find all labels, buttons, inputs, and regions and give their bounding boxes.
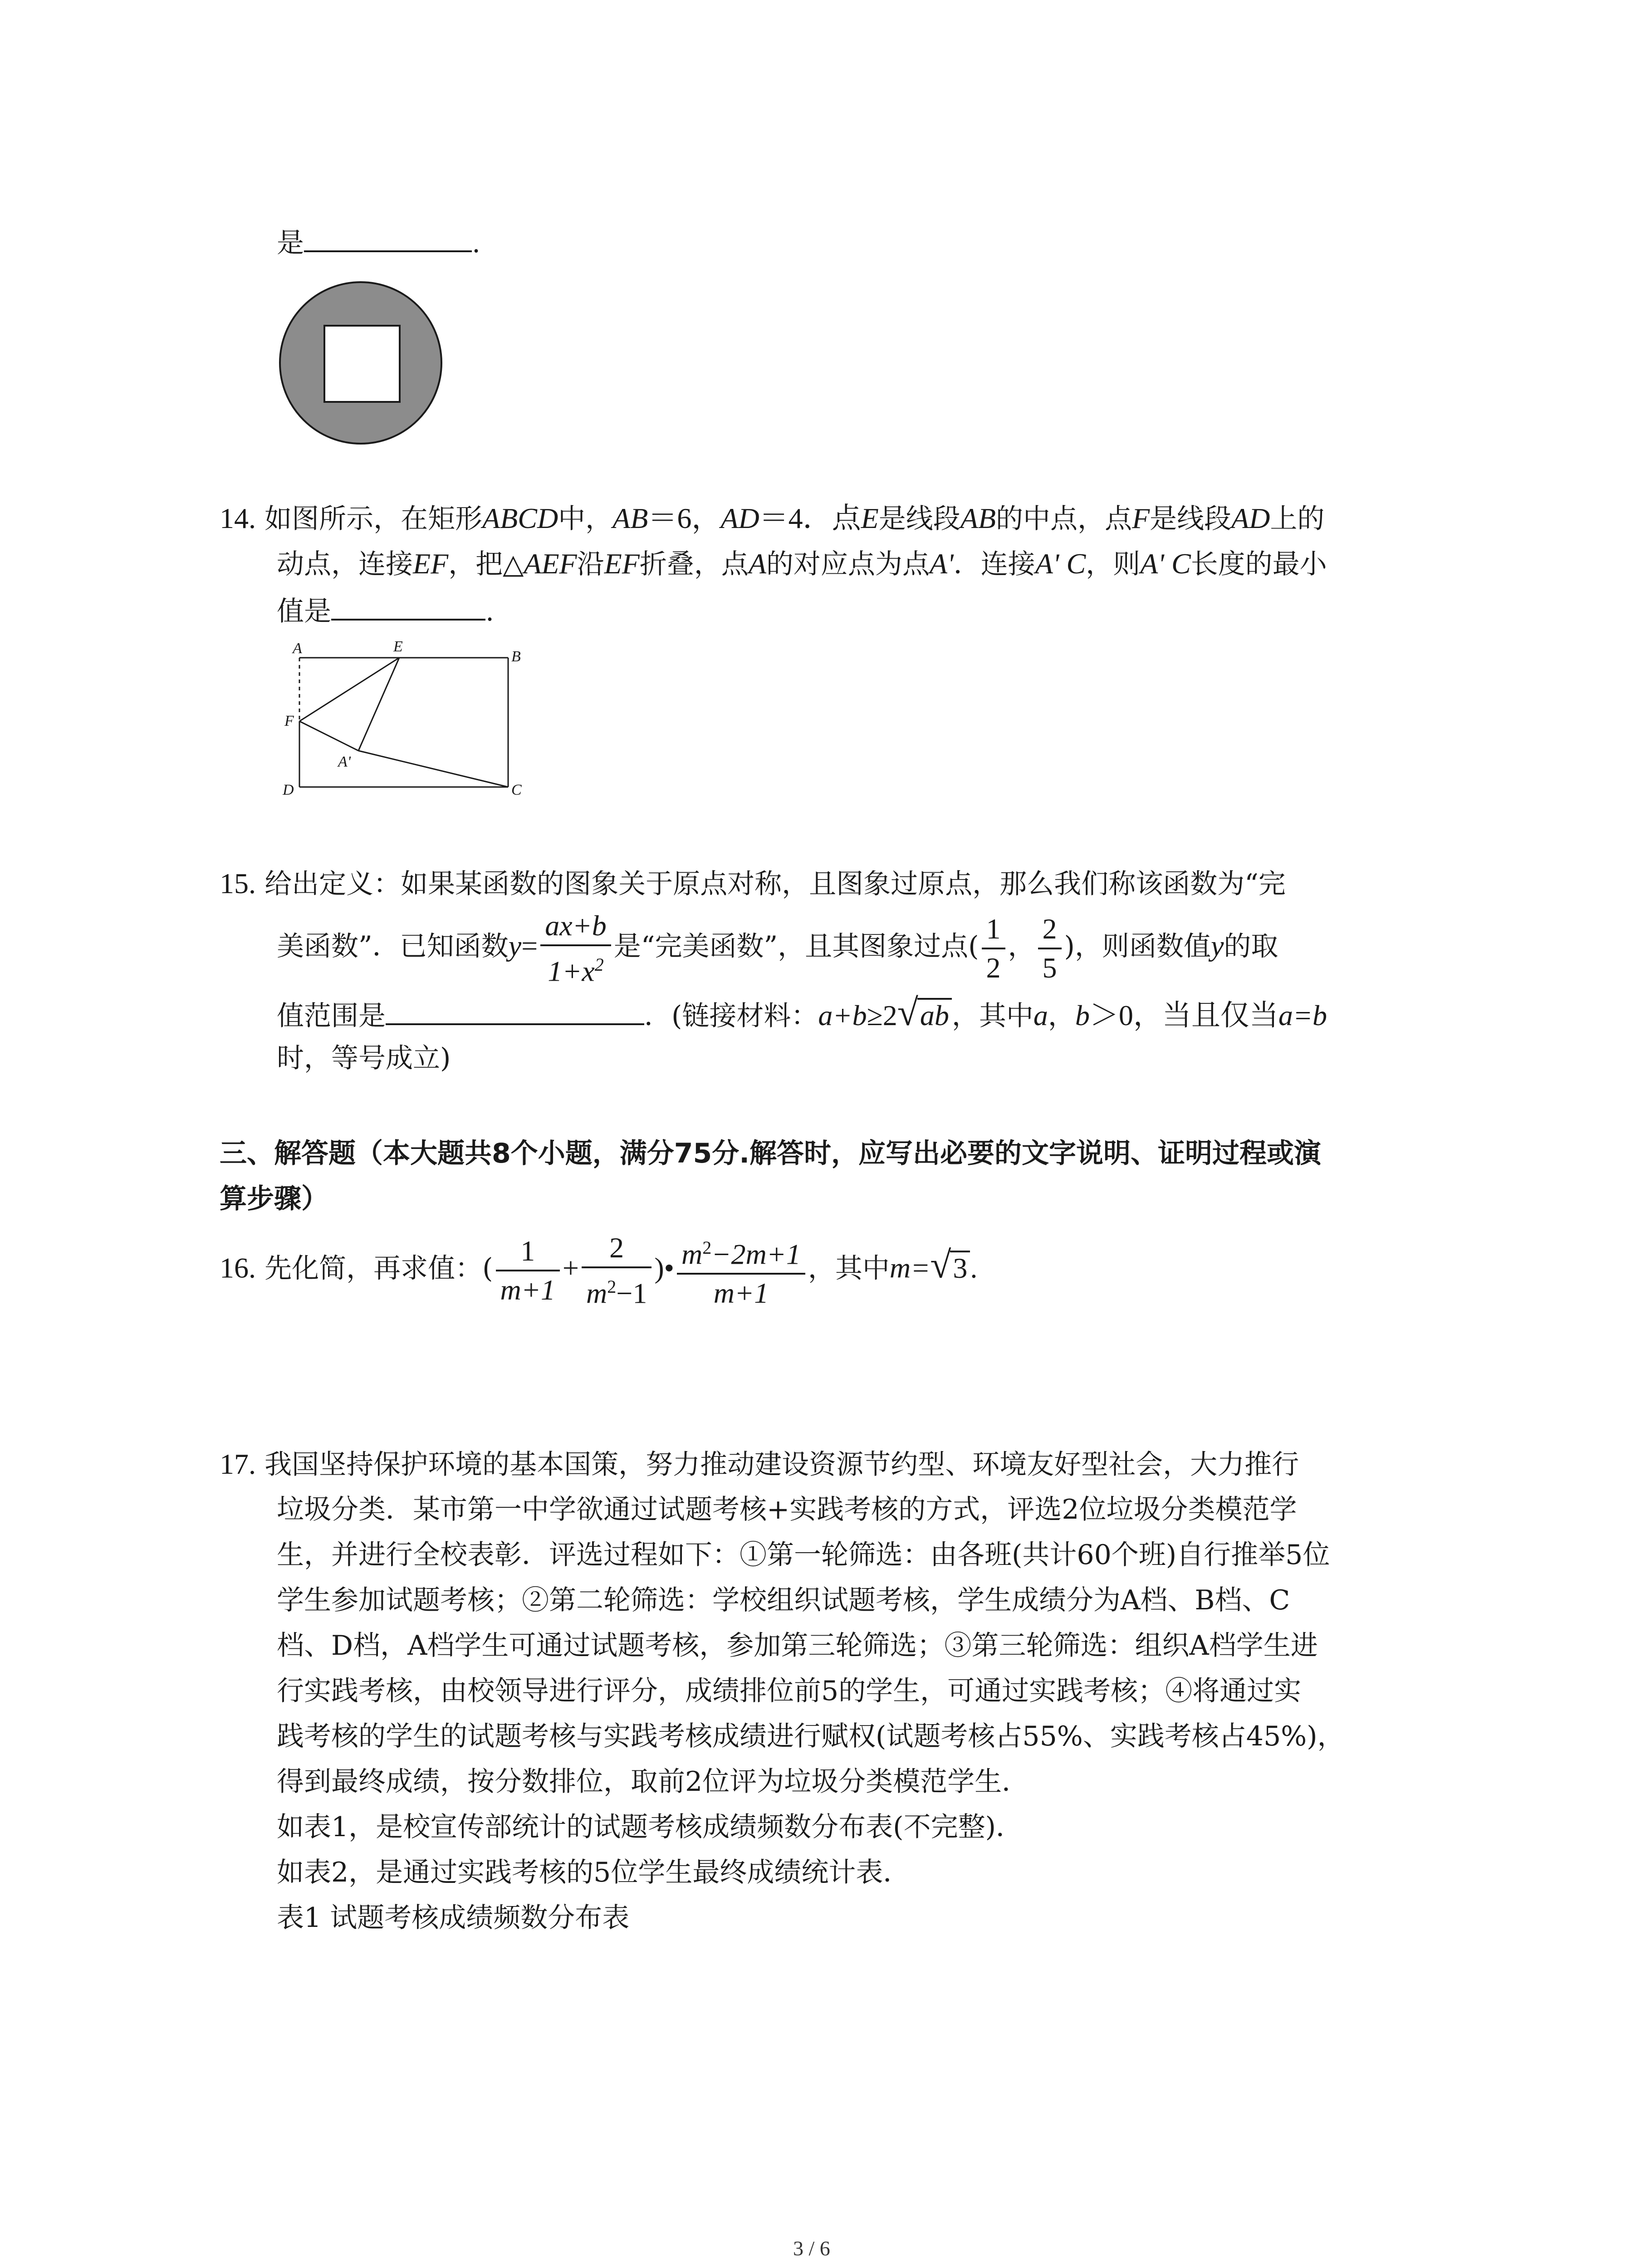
q14-text: 沿 [577, 548, 604, 580]
q14-var: AD [1231, 502, 1270, 534]
q17-text: 档、D档，A档学生可通过试题考核，参加第三轮筛选；③第三轮筛选：组织A档学生进 [277, 1630, 1318, 1662]
fraction-denominator [540, 946, 611, 990]
q15-text: 时，等号成立) [277, 1042, 451, 1074]
q17-line-7 [277, 1717, 1345, 1756]
q15-text: 的取 [1224, 930, 1279, 963]
sqrt-radicand: 3 [950, 1251, 970, 1284]
q14-var: AEF [524, 547, 577, 580]
q14-text: 是线段 [1150, 503, 1232, 535]
q16-text: )• [654, 1251, 675, 1284]
table-1-caption: 表1 试题考核成绩频数分布表 [277, 1902, 630, 1934]
q15-line-3 [277, 993, 1327, 1036]
fraction-ax-b-over-1-x2 [540, 907, 611, 990]
q14-text: 动点，连接 [277, 548, 413, 580]
q17-text: 学生参加试题考核；②第二轮筛选：学校组织试题考核，学生成绩分为A档、B档、C [277, 1584, 1290, 1616]
q14-text: 中， [558, 503, 613, 535]
q16-text: . [970, 1251, 978, 1284]
q14-text: 值是 [277, 596, 331, 627]
q17-text: 得到最终成绩，按分数排位，取前2位评为垃圾分类模范学生． [277, 1766, 1029, 1798]
exponent: 2 [702, 1237, 712, 1258]
fraction-denominator: 2 [986, 952, 1001, 984]
q14-line-1 [220, 499, 1324, 538]
coin-square-hole [324, 326, 400, 402]
q14-var: E [861, 502, 879, 534]
q15-text: ，其中 [951, 1000, 1034, 1032]
q13-answer-line [277, 221, 480, 263]
q14-var: AB [960, 502, 996, 534]
q17-text: 如表2，是通过实践考核的5位学生最终成绩统计表． [277, 1857, 911, 1888]
q17-text: 践考核的学生的试题考核与实践考核成绩进行赋权(试题考核占55%、实践考核占45%)， [277, 1721, 1345, 1752]
q16-number: 16. [220, 1251, 256, 1284]
q14-text: ＝6， [648, 502, 721, 534]
q14-var: A [748, 547, 766, 580]
q15-text: )，则函数值 [1064, 930, 1211, 963]
q15-var: a+b [818, 999, 867, 1031]
q15-text: ＞0，当且仅当 [1089, 999, 1279, 1031]
q14-var: A' [929, 547, 954, 580]
q16-text: ，其中 [808, 1252, 890, 1285]
q15-text: ．(链接材料： [644, 1000, 818, 1032]
q15-text: ， [1048, 1000, 1075, 1032]
label-a-prime: A' [338, 753, 351, 770]
q14-text: ，把△ [448, 548, 524, 580]
fraction-2-over-m2-minus-1 [582, 1229, 652, 1312]
fraction-denominator-text: 1+x [548, 955, 595, 987]
q15-answer-blank[interactable] [386, 994, 644, 1025]
q17-line-9 [277, 1808, 1023, 1847]
q15-var: y [508, 929, 522, 962]
q15-number: 15. [220, 867, 256, 899]
q17-line-5 [277, 1626, 1318, 1665]
label-e: E [393, 638, 403, 655]
label-d: D [283, 782, 294, 798]
q17-line-1 [220, 1445, 1299, 1484]
var-m: m [681, 1238, 703, 1271]
fraction-numerator [677, 1229, 805, 1275]
q17-line-2 [277, 1490, 1297, 1529]
segment-fa1 [299, 721, 358, 751]
q15-text: ≥2 [867, 999, 897, 1031]
label-b: B [511, 648, 521, 665]
label-f: F [284, 713, 294, 729]
q17-text: 我国坚持保护环境的基本国策，努力推动建设资源节约型、环境友好型社会，大力推行 [265, 1449, 1299, 1481]
q14-var: A' C [1035, 547, 1086, 580]
q15-var: y [1210, 929, 1224, 962]
q17-text: 生，并进行全校表彰．评选过程如下：①第一轮筛选：由各班(共计60个班)自行推举5位 [277, 1539, 1330, 1571]
section-3-heading [220, 1134, 1321, 1173]
q13-suffix: . [472, 227, 481, 259]
q15-text: 是“完美函数”，且其图象过点( [613, 930, 979, 963]
q16-line [220, 1229, 977, 1312]
section-3-heading-cont [220, 1179, 328, 1218]
q16-var: m= [889, 1251, 931, 1284]
fraction-denominator: 5 [1042, 952, 1057, 984]
q14-var: EF [604, 547, 640, 580]
q14-text: ，则 [1086, 548, 1141, 580]
q15-text: = [521, 929, 538, 962]
sqrt-sign: √ [897, 992, 918, 1034]
q17-text: 如表1，是校宣传部统计的试题考核成绩频数分布表(不完整)． [277, 1811, 1023, 1843]
q14-var: A' C [1140, 547, 1191, 580]
fraction-denominator [582, 1268, 652, 1312]
rectangle-fold-figure [279, 635, 533, 807]
q17-table1-caption [277, 1898, 629, 1937]
coin-figure [277, 279, 445, 447]
q14-text: 的中点，点 [995, 503, 1132, 535]
fraction-denominator: m+1 [713, 1277, 769, 1310]
q17-text: 垃圾分类．某市第一中学欲通过试题考核+实践考核的方式，评选2位垃圾分类模范学 [277, 1494, 1297, 1525]
q15-line-1 [220, 864, 1286, 904]
q14-var: F [1132, 502, 1150, 534]
q14-line-3 [277, 590, 494, 631]
q14-text: 是线段 [878, 503, 960, 535]
q14-var: ABCD [482, 502, 558, 534]
q15-var: a [1033, 999, 1048, 1031]
q14-text: 如图所示，在矩形 [265, 503, 483, 535]
segment-ea1 [358, 658, 399, 751]
section-3-heading-line-1: 三、解答题（本大题共8个小题，满分75分.解答时，应写出必要的文字说明、证明过程或演 [220, 1138, 1322, 1169]
fraction-numerator: 1 [982, 910, 1005, 949]
q15-line-4 [277, 1039, 451, 1078]
q17-number: 17. [220, 1448, 256, 1480]
page-number: 3 / 6 [793, 2237, 830, 2260]
sqrt-sign: √ [930, 1244, 951, 1286]
section-3-heading-line-2: 算步骤） [220, 1183, 328, 1215]
fraction-denominator: m+1 [500, 1274, 555, 1306]
q15-text: ， [1008, 930, 1035, 963]
q17-text: 行实践考核，由校领导进行评分，成绩排位前5的学生，可通过实践考核；④将通过实 [277, 1675, 1302, 1707]
label-a: A [293, 640, 302, 657]
fraction-two-fifths [1038, 910, 1062, 987]
q15-text: 值范围是 [277, 1000, 386, 1032]
segment-ef [299, 658, 399, 721]
fraction-one-half [982, 910, 1005, 987]
exponent: 2 [594, 954, 604, 975]
fraction-numerator: ax+b [540, 907, 611, 946]
q14-text: . [485, 596, 495, 627]
q17-line-3 [277, 1535, 1330, 1574]
q15-var: a=b [1278, 999, 1327, 1031]
q17-line-8 [277, 1762, 1029, 1801]
fraction-numerator: 2 [1038, 910, 1062, 949]
q14-number: 14. [220, 502, 256, 534]
q14-line-2 [277, 544, 1327, 584]
q14-text: ＝4．点 [759, 502, 861, 534]
fraction-numerator-tail: −2m+1 [711, 1238, 801, 1271]
fraction-1-over-m-plus-1 [496, 1232, 560, 1309]
fraction-numerator: 2 [582, 1229, 652, 1268]
segment-a1c [358, 751, 508, 787]
q17-line-10 [277, 1853, 910, 1892]
label-c: C [511, 782, 522, 798]
q14-text: 的对应点为点 [766, 548, 930, 580]
q14-answer-blank[interactable] [331, 590, 485, 621]
q15-text: 给出定义：如果某函数的图象关于原点对称，且图象过原点，那么我们称该函数为“完 [265, 868, 1286, 900]
q14-text: ．连接 [953, 548, 1035, 580]
q14-text: 长度的最小 [1190, 548, 1327, 580]
exponent: 2 [607, 1276, 617, 1297]
sqrt-radicand: ab [917, 998, 952, 1031]
q13-answer-blank[interactable] [304, 221, 472, 252]
fraction-m2-minus-2m-plus-1-over-m-plus-1 [677, 1229, 805, 1312]
plus-sign: + [562, 1251, 579, 1284]
q16-text: 先化简，再求值：( [265, 1252, 493, 1285]
fraction-denominator-tail: −1 [616, 1277, 647, 1310]
q14-var: EF [413, 547, 449, 580]
q15-line-2 [277, 907, 1278, 990]
fraction-numerator: 1 [496, 1232, 560, 1271]
q13-prefix: 是 [277, 227, 304, 259]
q14-text: 折叠，点 [639, 548, 749, 580]
q17-line-4 [277, 1581, 1290, 1620]
q15-var: b [1075, 999, 1090, 1031]
q15-text: 美函数”．已知函数 [277, 930, 509, 963]
var-m: m [586, 1277, 607, 1310]
q14-var: AD [720, 502, 759, 534]
q14-text: 上的 [1270, 503, 1325, 535]
q14-var: AB [612, 502, 648, 534]
q17-line-6 [277, 1672, 1301, 1711]
